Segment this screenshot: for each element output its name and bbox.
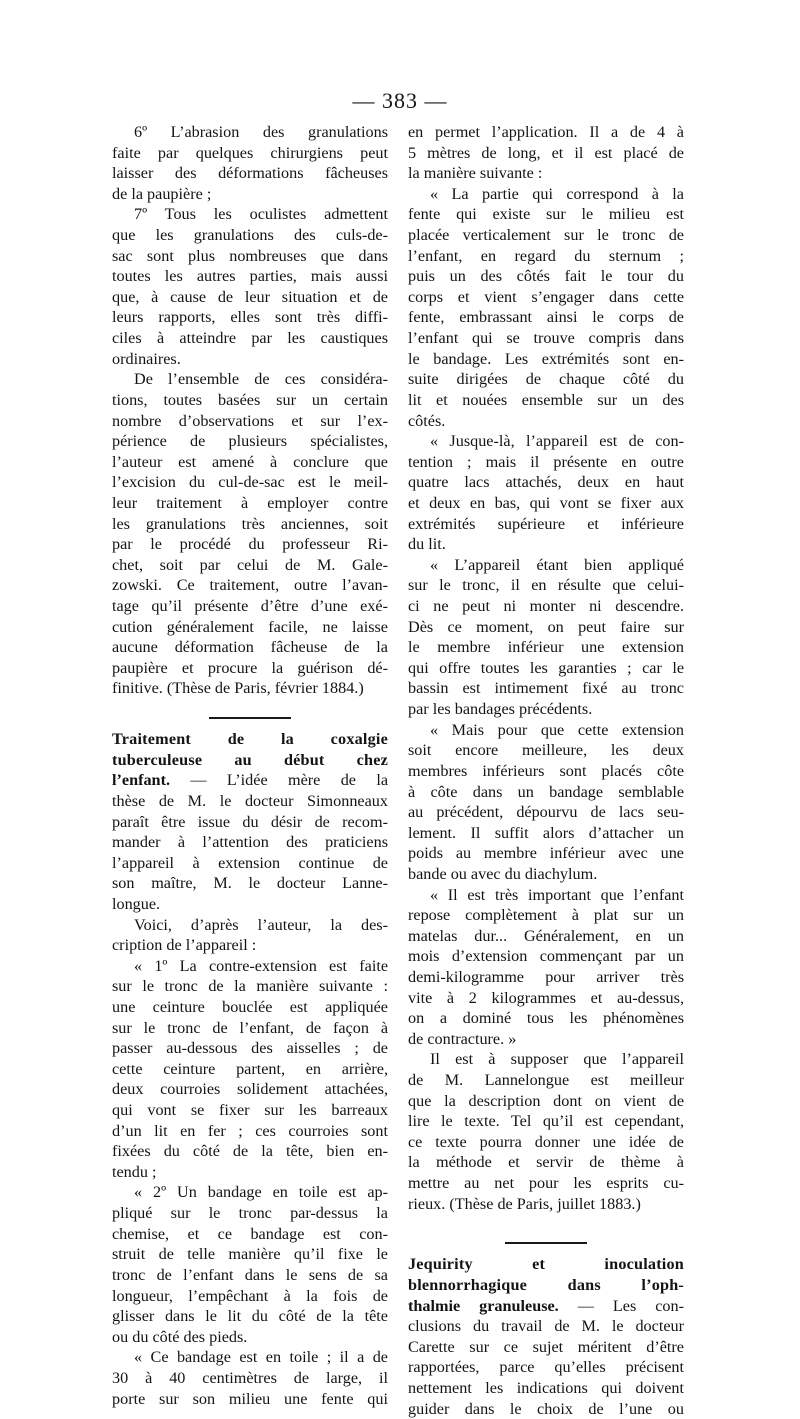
heading-line	[112, 770, 388, 791]
text-line: repose complètement à plat sur un	[408, 906, 684, 925]
text-line: tions, toutes basées sur un certain	[112, 390, 388, 409]
text-line: tronc de l’enfant dans le sens de sa	[112, 1265, 388, 1284]
paragraph	[408, 122, 684, 184]
text-line: leur traitement à employer contre	[112, 493, 388, 512]
text-line: porte sur son milieu une fente qui	[112, 1389, 388, 1408]
paragraph	[112, 1182, 388, 1347]
section-divider	[505, 1242, 587, 1244]
text-line: faite par quelques chirurgiens peut	[112, 143, 388, 162]
paragraph	[408, 1049, 684, 1214]
paragraph	[408, 720, 684, 885]
text-line: d’un lit en fer ; ces courroies sont	[112, 1121, 388, 1140]
text-line: tage qu’il présente d’être d’une exé-	[112, 597, 388, 616]
text-line: on a dominé tous les phénomènes	[408, 1009, 684, 1028]
text-line: cution généralement facile, ne laisse	[112, 617, 388, 636]
text-line: tention ; mais il présente en outre	[408, 452, 684, 471]
text-line: longue.	[112, 894, 161, 913]
text-line: corps et vient s’engager dans cette	[408, 287, 684, 306]
text-line: chet, soit par celui de M. Gale-	[112, 555, 388, 574]
text-line: que les granulations des culs-de-	[112, 226, 388, 245]
text-line: la méthode et servir de thème à	[408, 1153, 684, 1172]
heading-line: tuberculeuse au début chez	[112, 750, 388, 769]
text-line: par le procédé du professeur Ri-	[112, 535, 388, 554]
text-line: nettement les indications qui doivent	[408, 1378, 684, 1397]
paragraph	[112, 122, 388, 204]
text-line: mander à l’attention des praticiens	[112, 833, 388, 852]
section-heading	[112, 729, 388, 791]
text-line: fente, embrassant ainsi le corps de	[408, 308, 684, 327]
text-line: suite dirigées de chaque côté du	[408, 370, 684, 389]
heading-line: Jequirity et inoculation	[408, 1255, 684, 1274]
text-line: l’enfant qui se trouve compris dans	[408, 329, 684, 348]
text-line: du lit.	[408, 535, 446, 554]
text-line: lit et nouées ensemble sur un des	[408, 390, 684, 409]
text-line: en permet l’application. Il a de 4 à	[408, 123, 684, 141]
text-line: par les bandages précédents.	[408, 700, 593, 719]
page-number: — 383 —	[352, 88, 448, 113]
text-line: aucune déformation fâcheuse de la	[112, 638, 388, 657]
heading-continuation: — L’idée mère de la	[190, 771, 388, 790]
text-line: Dès ce moment, on peut faire sur	[408, 617, 684, 636]
text-line: puis un des côtés fait le tour du	[408, 267, 684, 286]
heading-run-in: l’enfant.	[112, 771, 191, 790]
heading-line	[408, 1296, 684, 1317]
text-line: poids au membre inférieur avec une	[408, 844, 684, 863]
heading-line: Traitement de la coxalgie	[112, 730, 388, 749]
paragraph	[112, 956, 388, 1183]
text-line: « L’appareil étant bien appliqué	[430, 555, 684, 574]
paragraph	[408, 885, 684, 1050]
text-line: à côte dans un bandage semblable	[408, 782, 684, 801]
paragraph	[112, 791, 388, 915]
text-line: sac sont plus nombreuses que dans	[112, 246, 388, 265]
text-line: lire le texte. Tel qu’il est cependant,	[408, 1112, 684, 1131]
text-line: « Jusque-là, l’appareil est de con-	[430, 432, 684, 451]
text-line: son maître, M. le docteur Lanne-	[112, 874, 388, 893]
text-line: ci ne peut ni monter ni descendre.	[408, 597, 684, 616]
heading-continuation: — Les con-	[577, 1296, 685, 1315]
text-line: les granulations très anciennes, soit	[112, 514, 388, 533]
text-line: de contracture. »	[408, 1029, 517, 1048]
text-line: l’appareil à extension continue de	[112, 853, 388, 872]
text-line: placée verticalement sur le tronc de	[408, 226, 684, 245]
text-line: Carette sur ce sujet méritent d’être	[408, 1337, 684, 1356]
text-line: de M. Lannelongue est meilleur	[408, 1071, 684, 1090]
paragraph	[112, 1347, 388, 1409]
text-line: cription de l’appareil :	[112, 936, 257, 955]
text-line: ou du côté des pieds.	[112, 1327, 248, 1346]
text-line: rieux. (Thèse de Paris, juillet 1883.)	[408, 1194, 641, 1213]
section-divider	[209, 717, 291, 719]
text-line: lement. Il suffit alors d’attacher un	[408, 823, 684, 842]
text-line: longueur, l’empêchant à la fois de	[112, 1286, 388, 1305]
paragraph	[408, 431, 684, 555]
text-line: que, à cause de leur situation et de	[112, 287, 388, 306]
text-line: et deux en bas, qui vont se fixer aux	[408, 493, 684, 512]
paragraph	[112, 204, 388, 369]
text-line: « La partie qui correspond à la	[430, 184, 684, 203]
text-line: « Ce bandage est en toile ; il a de	[134, 1348, 388, 1367]
text-line: nombre d’observations et sur l’ex-	[112, 411, 388, 430]
text-line: ordinaires.	[112, 349, 181, 368]
text-line: deux courroies solidement attachées,	[112, 1080, 388, 1099]
text-line: sur le tronc, il en résulte que celui-	[408, 576, 684, 595]
paragraph	[408, 184, 684, 431]
text-line: cette ceinture partent, en arrière,	[112, 1059, 388, 1078]
text-line: la manière suivante :	[408, 164, 543, 183]
text-line: laisser des déformations fâcheuses	[112, 164, 388, 183]
text-line: mettre au net pour les esprits cu-	[408, 1174, 684, 1193]
left-column	[112, 122, 388, 1409]
text-line: sur le tronc de l’enfant, de façon à	[112, 1018, 388, 1037]
text-line: matelas dur... Généralement, en un	[408, 926, 684, 945]
text-line: de la paupière ;	[112, 184, 212, 203]
text-line: Il est à supposer que l’appareil	[430, 1050, 684, 1069]
text-line: « 1º La contre-extension est faite	[134, 956, 388, 975]
text-line: ce texte pourra donner une idée de	[408, 1132, 684, 1151]
text-line: toutes les autres parties, mais aussi	[112, 267, 388, 286]
text-line: 7º Tous les oculistes admettent	[134, 205, 388, 224]
text-line: guider dans le choix de l’une ou	[408, 1399, 684, 1418]
text-line: l’excision du cul-de-sac est le meil-	[112, 473, 388, 492]
text-line: passer au-dessous des aisselles ; de	[112, 1039, 388, 1058]
spacer	[112, 699, 388, 709]
text-line: au précédent, dépourvu de lacs seu-	[408, 803, 684, 822]
text-line: que la description dont on vient de	[408, 1091, 684, 1110]
text-line: fente qui existe sur le milieu est	[408, 205, 684, 224]
text-line: « Mais pour que cette extension	[430, 720, 684, 739]
text-line: rapportées, parce qu’elles précisent	[408, 1358, 684, 1377]
paragraph	[408, 1316, 684, 1419]
text-line: glisser dans le lit du côté de la tête	[112, 1307, 388, 1326]
text-line: « 2º Un bandage en toile est ap-	[134, 1183, 388, 1202]
text-line: soit encore meilleure, les deux	[408, 741, 684, 760]
text-line: demi-kilogramme pour arriver très	[408, 967, 684, 986]
text-line: paupière et procure la guérison dé-	[112, 658, 388, 677]
text-line: finitive. (Thèse de Paris, février 1884.)	[112, 679, 364, 698]
text-line: fixées du côté de la tête, bien en-	[112, 1142, 388, 1161]
text-line: qui vont se fixer sur les barreaux	[112, 1101, 388, 1120]
text-line: côtés.	[408, 411, 446, 430]
text-line: mois d’extension commençant par un	[408, 947, 684, 966]
heading-run-in: thalmie granuleuse.	[408, 1296, 578, 1315]
spacer	[408, 1214, 684, 1234]
text-line: tendu ;	[112, 1162, 157, 1181]
text-line: vite à 2 kilogrammes et au-dessus,	[408, 988, 684, 1007]
text-line: thèse de M. le docteur Simonneaux	[112, 791, 388, 810]
text-line: 30 à 40 centimètres de large, il	[112, 1368, 388, 1387]
paragraph	[408, 555, 684, 720]
paragraph	[112, 915, 388, 956]
text-line: membres inférieurs sont placés côte	[408, 761, 684, 780]
text-line: périence de plusieurs spécialistes,	[112, 432, 388, 451]
text-line: qui offre toutes les garanties ; car le	[408, 658, 684, 677]
text-line: bande ou avec du diachylum.	[408, 864, 598, 883]
paragraph	[112, 369, 388, 699]
text-line: l’enfant, en regard du sternum ;	[408, 246, 684, 265]
text-line: struit de telle manière qu’il fixe le	[112, 1245, 388, 1264]
text-line: l’auteur est amené à conclure que	[112, 452, 388, 471]
text-line: leurs rapports, elles sont très diffi-	[112, 308, 388, 327]
text-line: pliqué sur le tronc par-dessus la	[112, 1204, 388, 1223]
text-line: quatre lacs attachés, deux en haut	[408, 473, 684, 492]
text-line: ciles à atteindre par les caustiques	[112, 329, 388, 348]
text-line: extrémités supérieure et inférieure	[408, 514, 684, 533]
text-line: bassin est intimement fixé au tronc	[408, 679, 684, 698]
text-line: paraît être issue du désir de recom-	[112, 812, 388, 831]
text-line: De l’ensemble de ces considéra-	[134, 370, 388, 389]
text-line: sur le tronc de la manière suivante :	[112, 977, 388, 996]
text-line: une ceinture bouclée est appliquée	[112, 997, 388, 1016]
text-line: 5 mètres de long, et il est placé de	[408, 143, 684, 162]
section-heading	[408, 1254, 684, 1316]
text-line: « Il est très important que l’enfant	[430, 885, 684, 904]
text-line: zowski. Ce traitement, outre l’avan-	[112, 576, 388, 595]
right-column	[408, 122, 684, 1419]
text-line: chemise, et ce bandage est con-	[112, 1224, 388, 1243]
text-line: Voici, d’après l’auteur, la des-	[134, 915, 388, 934]
text-line: le membre inférieur une extension	[408, 638, 684, 657]
text-line: 6º L’abrasion des granulations	[134, 123, 388, 141]
text-line: clusions du travail de M. le docteur	[408, 1317, 684, 1336]
heading-line: blennorrhagique dans l’oph-	[408, 1275, 684, 1294]
text-line: le bandage. Les extrémités sont en-	[408, 349, 684, 368]
